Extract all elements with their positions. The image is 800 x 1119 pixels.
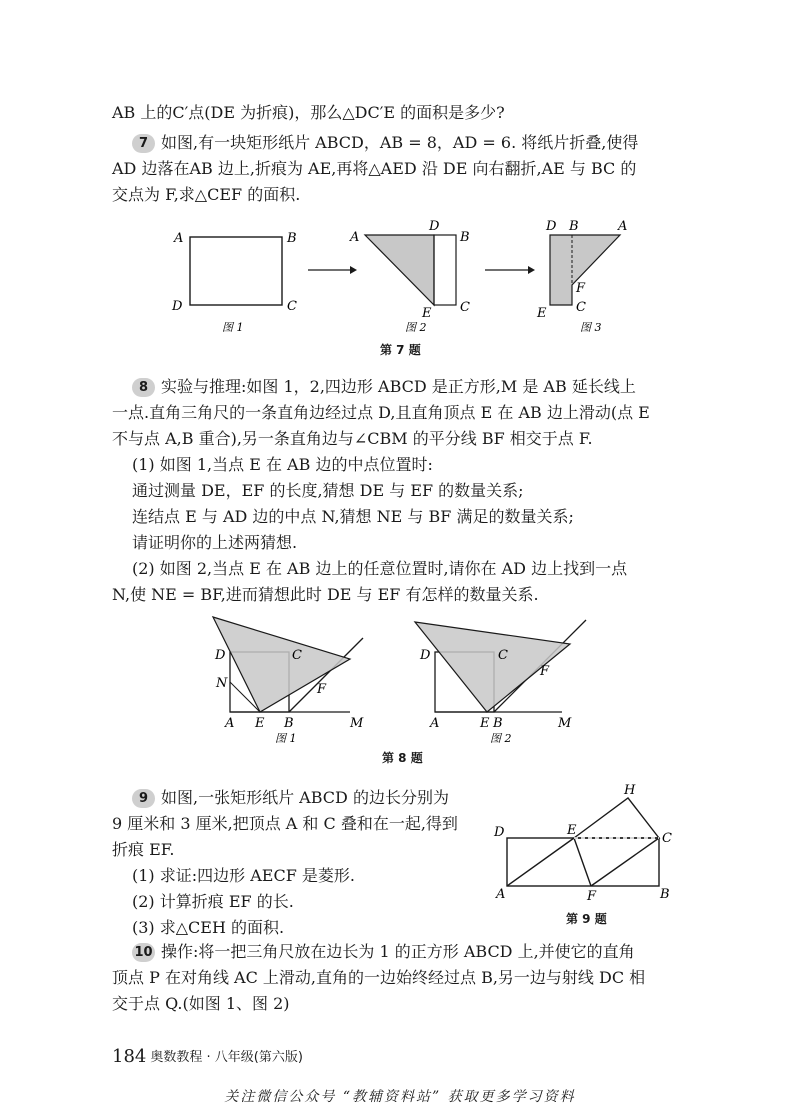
text-line: AD 边落在AB 边上,折痕为 AE,再将△AED 沿 DE 向右翻折,AE 与 BC 的 bbox=[112, 159, 637, 178]
question-number-badge: 9 bbox=[132, 789, 155, 808]
label-e: E bbox=[422, 306, 432, 321]
fig7-3-label: 图 3 bbox=[580, 321, 602, 334]
arrow-head bbox=[528, 266, 535, 274]
label-d: D bbox=[494, 825, 505, 840]
text-line: (1) 如图 1,当点 E 在 AB 边的中点位置时: bbox=[132, 455, 433, 474]
label-f: F bbox=[576, 281, 586, 296]
label-b: B bbox=[284, 716, 294, 731]
label-c: C bbox=[460, 300, 470, 315]
book-title: 奥数教程 · 八年级(第六版) bbox=[150, 1050, 303, 1065]
watermark-text: 关注微信公众号 “教辅资料站” 获取更多学习资料 bbox=[224, 1089, 576, 1105]
text-line: 顶点 P 在对角线 AC 上滑动,直角的一边始终经过点 B,另一边与射线 DC 相 bbox=[112, 968, 646, 987]
label-f: F bbox=[317, 682, 327, 697]
text-line: 不与点 A,B 重合),另一条直角边与∠CBM 的平分线 BF 相交于点 F. bbox=[112, 429, 593, 448]
fig8-2-label: 图 2 bbox=[490, 732, 512, 745]
fig9-folded-part bbox=[574, 798, 659, 838]
fig7-1-label: 图 1 bbox=[222, 321, 244, 334]
label-h: H bbox=[624, 783, 636, 798]
label-a: A bbox=[430, 716, 440, 731]
label-a: A bbox=[174, 231, 184, 246]
text-line: 交点为 F,求△CEF 的面积. bbox=[112, 185, 301, 204]
arrow-head bbox=[350, 266, 357, 274]
question-number-badge: 10 bbox=[132, 943, 155, 962]
question-10-line bbox=[132, 941, 635, 963]
label-c: C bbox=[662, 831, 672, 846]
text-line: AB 上的C′点(DE 为折痕)，那么△DC′E 的面积是多少? bbox=[112, 103, 505, 122]
label-m: M bbox=[558, 716, 572, 731]
label-a: A bbox=[618, 219, 628, 234]
text-span: 实验与推理:如图 1，2,四边形 ABCD 是正方形,M 是 AB 延长线上 bbox=[161, 377, 636, 396]
label-a: A bbox=[225, 716, 235, 731]
text-line: 折痕 EF. bbox=[112, 840, 175, 859]
label-f: F bbox=[587, 889, 597, 904]
label-d: D bbox=[546, 219, 557, 234]
label-c: C bbox=[287, 299, 297, 314]
fig9-segment-fc bbox=[591, 838, 659, 886]
text-line: N,使 NE = BF,进而猜想此时 DE 与 EF 有怎样的数量关系. bbox=[112, 585, 539, 604]
label-d: D bbox=[172, 299, 183, 314]
text-line: 一点.直角三角尺的一条直角边经过点 D,且直角顶点 E 在 AB 边上滑动(点 E bbox=[112, 403, 650, 422]
text-line: (3) 求△CEH 的面积. bbox=[132, 918, 285, 937]
fig9-caption: 第 9 题 bbox=[566, 912, 607, 926]
text-line: 通过测量 DE，EF 的长度,猜想 DE 与 EF 的数量关系; bbox=[132, 481, 524, 500]
label-c: C bbox=[498, 648, 508, 663]
fig9-crease-ef bbox=[574, 838, 591, 886]
page-footer bbox=[112, 1046, 303, 1067]
label-e: E bbox=[255, 716, 265, 731]
label-f: F bbox=[540, 664, 550, 679]
text-line: 连结点 E 与 AD 边的中点 N,猜想 NE 与 BF 满足的数量关系; bbox=[132, 507, 574, 526]
label-b: B bbox=[460, 230, 470, 245]
label-e: E bbox=[480, 716, 490, 731]
fig8-caption: 第 8 题 bbox=[382, 751, 423, 765]
fig8-1-label: 图 1 bbox=[275, 732, 297, 745]
label-e: E bbox=[537, 306, 547, 321]
question-9-line bbox=[132, 787, 449, 809]
question-7-line bbox=[132, 132, 638, 154]
page-number: 184 bbox=[112, 1046, 147, 1067]
label-m: M bbox=[350, 716, 364, 731]
label-d: D bbox=[215, 648, 226, 663]
text-span: 如图,一张矩形纸片 ABCD 的边长分别为 bbox=[161, 788, 449, 807]
text-line: 请证明你的上述两猜想. bbox=[132, 533, 298, 552]
label-b: B bbox=[493, 716, 503, 731]
fig7-2-strip bbox=[434, 235, 456, 305]
text-line: (1) 求证:四边形 AECF 是菱形. bbox=[132, 866, 355, 885]
label-b: B bbox=[660, 887, 670, 902]
fig7-2-shaded-triangle bbox=[365, 235, 434, 305]
label-b: B bbox=[287, 231, 297, 246]
fig9-segment-ae bbox=[507, 838, 574, 886]
fig8-1-triangle-ruler bbox=[213, 617, 350, 712]
text-line: 交于点 Q.(如图 1、图 2) bbox=[112, 994, 290, 1013]
figure-9 bbox=[490, 780, 690, 915]
text-line: 9 厘米和 3 厘米,把顶点 A 和 C 叠和在一起,得到 bbox=[112, 814, 458, 833]
figure-7 bbox=[160, 215, 680, 340]
label-n: N bbox=[216, 676, 228, 691]
figure-8 bbox=[200, 612, 600, 747]
question-8-line bbox=[132, 376, 636, 398]
text-line: (2) 计算折痕 EF 的长. bbox=[132, 892, 294, 911]
text-line: (2) 如图 2,当点 E 在 AB 边上的任意位置时,请你在 AD 边上找到一点 bbox=[132, 559, 628, 578]
label-a: A bbox=[496, 887, 506, 902]
text-span: 操作:将一把三角尺放在边长为 1 的正方形 ABCD 上,并使它的直角 bbox=[161, 942, 635, 961]
label-c: C bbox=[576, 300, 586, 315]
label-b: B bbox=[569, 219, 579, 234]
question-number-badge: 7 bbox=[132, 134, 155, 153]
fig7-1-rectangle bbox=[190, 237, 282, 305]
label-d: D bbox=[420, 648, 431, 663]
fig7-2-label: 图 2 bbox=[405, 321, 427, 334]
question-number-badge: 8 bbox=[132, 378, 155, 397]
label-e: E bbox=[567, 823, 577, 838]
label-c: C bbox=[292, 648, 302, 663]
text-span: 如图,有一块矩形纸片 ABCD，AB = 8，AD = 6. 将纸片折叠,使得 bbox=[161, 133, 639, 152]
label-a: A bbox=[350, 230, 360, 245]
label-d: D bbox=[429, 219, 440, 234]
fig7-caption: 第 7 题 bbox=[380, 343, 421, 357]
